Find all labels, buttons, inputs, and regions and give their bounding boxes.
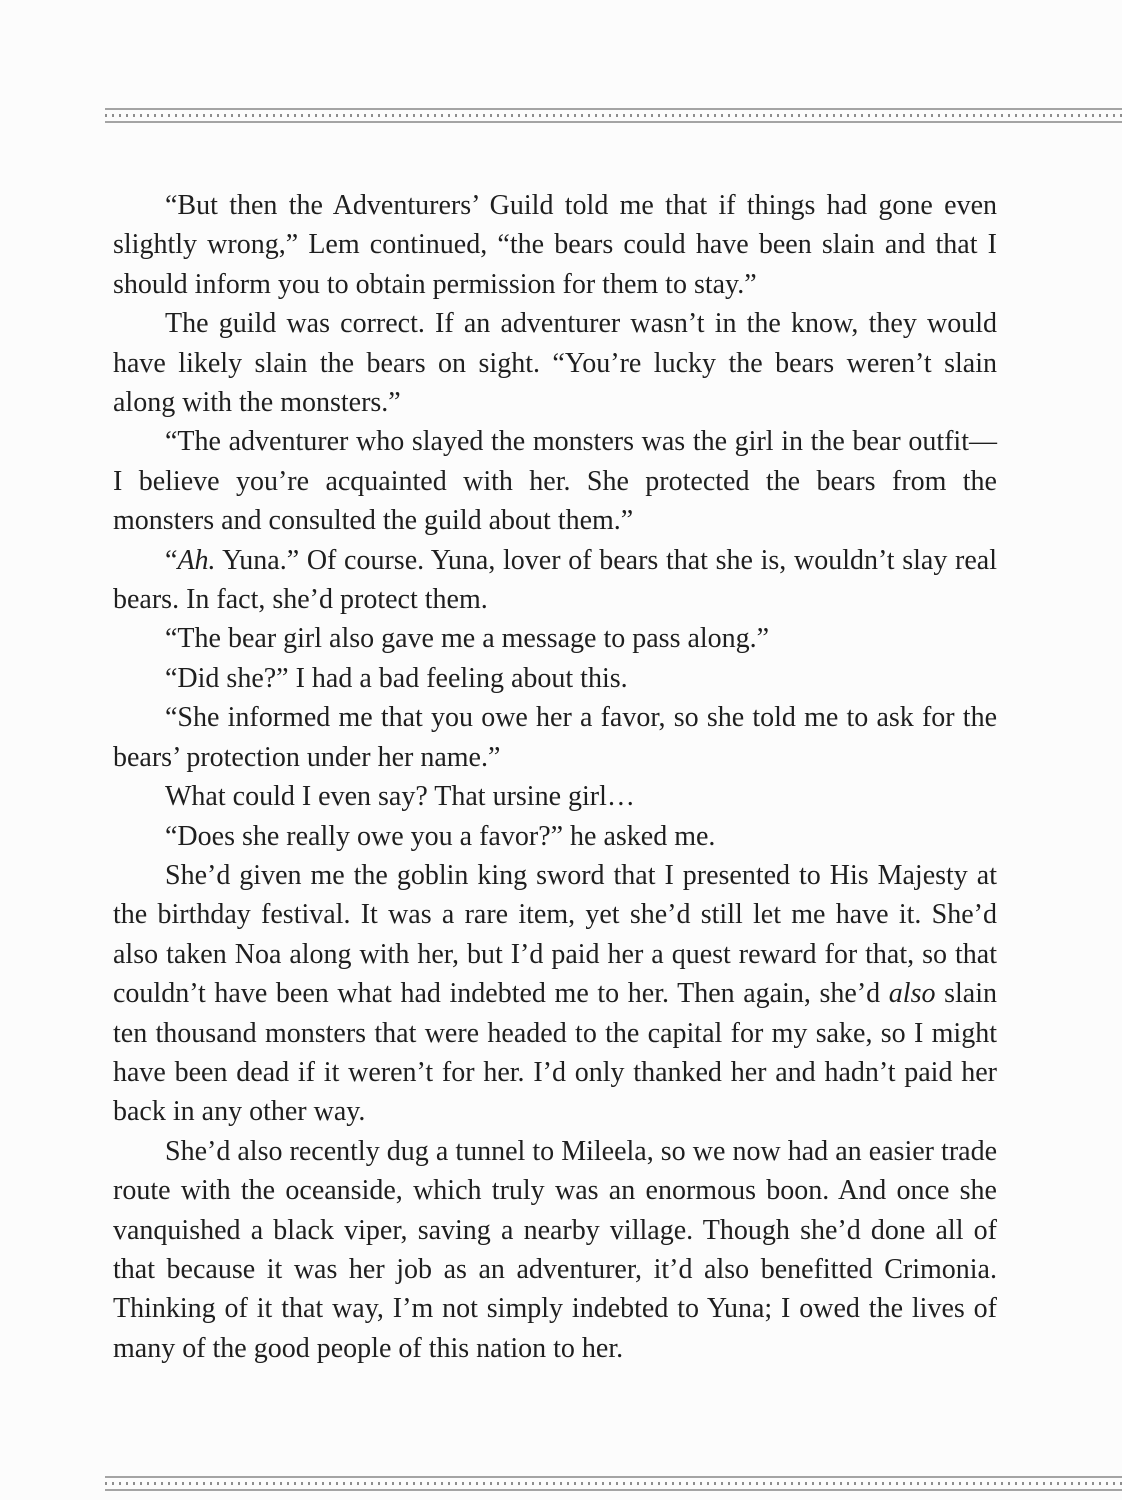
- text-run: She’d also recently dug a tunnel to Mileela, so we now had an easier trade route with the oceanside, which truly was an enormous boon. And once she vanquished a black viper, saving a nearby village. Though she’d done all of that because it was her job as an adventurer, it’d also benefitted Crimonia. Thinking of it that way, I’m not simply indebted to Yuna; I owed the lives of many of the good people of this nation to her.: [113, 1135, 997, 1364]
- paragraph: [113, 777, 997, 816]
- text-run: Yuna.” Of course. Yuna, lover of bears that she is, wouldn’t slay real bears. In fact, she’d protect them.: [113, 544, 997, 616]
- bottom-decorative-border: [105, 1476, 1122, 1491]
- text-run: “The bear girl also gave me a message to pass along.”: [165, 623, 770, 655]
- text-run: The guild was correct. If an adventurer wasn’t in the know, they would have likely slain the bears on sight. “You’re lucky the bears weren’t slain along with the monsters.”: [113, 308, 997, 419]
- paragraph: [113, 817, 997, 856]
- text-run: “Does she really owe you a favor?” he asked me.: [165, 820, 716, 852]
- top-border-upper-line: [105, 108, 1122, 110]
- paragraph: [113, 304, 997, 422]
- paragraph: [113, 659, 997, 698]
- text-run: “Did she?” I had a bad feeling about this.: [165, 662, 628, 694]
- bottom-border-upper-line: [105, 1476, 1122, 1478]
- text-run: slain ten thousand monsters that were headed to the capital for my sake, so I might have been dead if it weren’t for her. I’d only thanked her and hadn’t paid her back in any other way.: [113, 978, 997, 1128]
- top-decorative-border: [105, 108, 1122, 123]
- bottom-border-lower-line: [105, 1489, 1122, 1491]
- text-run: “: [165, 544, 178, 576]
- paragraph: [113, 541, 997, 620]
- page-text: [113, 186, 997, 1368]
- top-border-lower-line: [105, 121, 1122, 123]
- text-run: “The adventurer who slayed the monsters was the girl in the bear outfit—I believe you’re acquainted with her. She protected the bears from the monsters and consulted the guild about them.”: [113, 426, 997, 537]
- paragraph: [113, 1132, 997, 1368]
- text-run: She’d given me the goblin king sword that I presented to His Majesty at the birthday festival. It was a rare item, yet she’d still let me have it. She’d also taken Noa along with her, but I’d paid her a quest reward for that, so that couldn’t have been what had indebted me to her. Then again, she’d: [113, 859, 997, 1010]
- italic-text-run: also: [888, 978, 936, 1010]
- text-run: What could I even say? That ursine girl…: [165, 781, 635, 813]
- paragraph: [113, 186, 997, 304]
- text-run: “She informed me that you owe her a favor, so she told me to ask for the bears’ protection under her name.”: [113, 702, 997, 773]
- italic-text-run: Ah.: [177, 544, 216, 576]
- paragraph: [113, 422, 997, 540]
- top-border-dotted-line: [105, 114, 1122, 117]
- paragraph: [113, 698, 997, 777]
- bottom-border-dotted-line: [105, 1482, 1122, 1485]
- text-run: “But then the Adventurers’ Guild told me that if things had gone even slightly wrong,” Lem continued, “the bears could have been slain and that I should inform you to obtain permission for them to stay.”: [113, 190, 997, 300]
- paragraph: [113, 856, 997, 1132]
- paragraph: [113, 619, 997, 658]
